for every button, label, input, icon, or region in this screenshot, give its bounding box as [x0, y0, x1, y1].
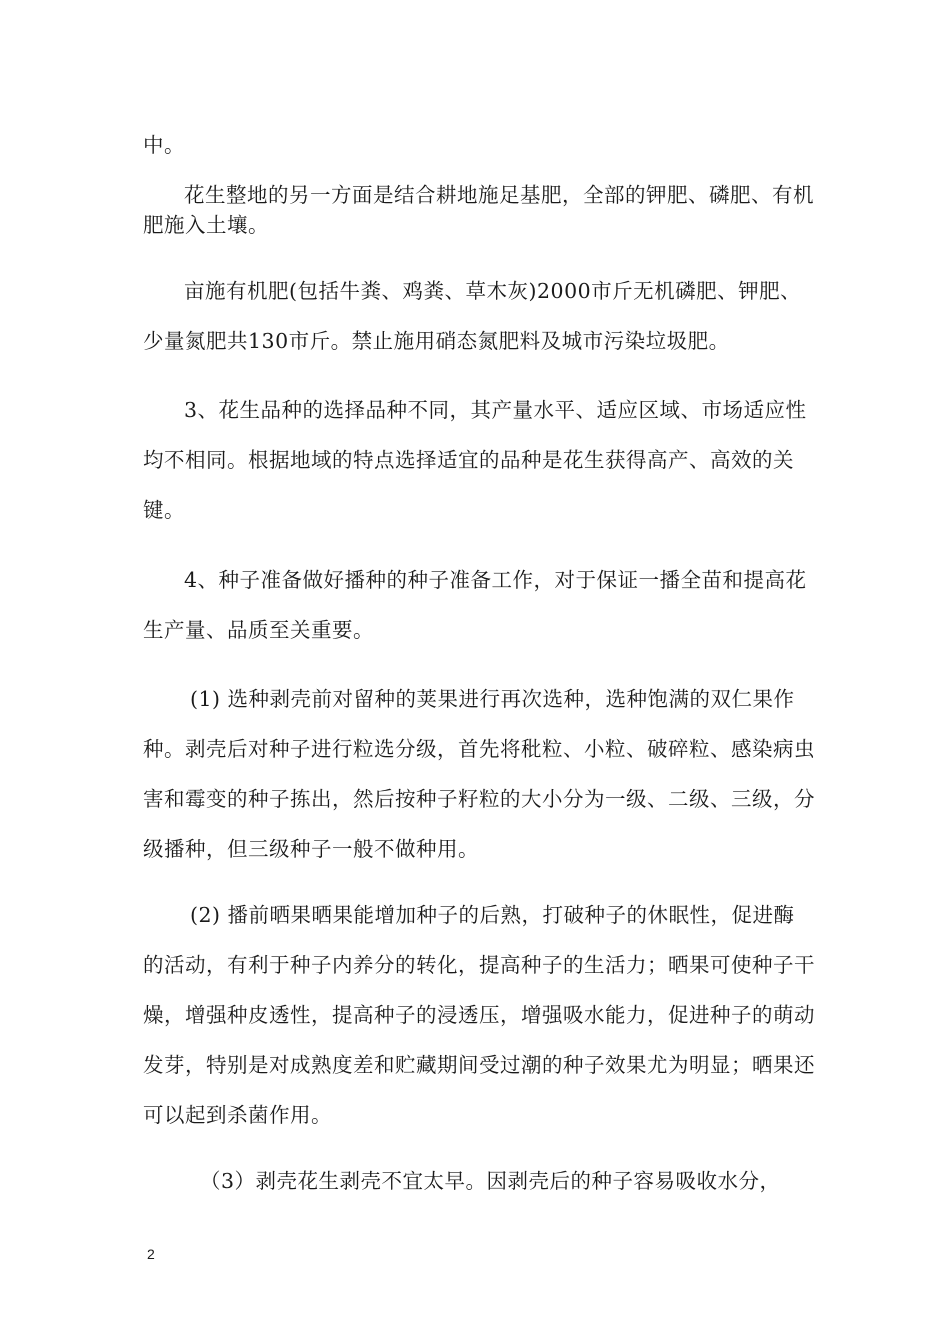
page-number: 2 — [147, 1246, 155, 1262]
paragraph-organic-fertilizer: 亩施有机肥(包括牛粪、鸡粪、草木灰)2000市斤无机磷肥、钾肥、少量氮肥共130市斤。禁止施用硝态氮肥料及城市污染垃圾肥。 — [143, 279, 802, 353]
paragraph-continuation: 中。 — [143, 133, 185, 157]
paragraph-base-fertilizer: 花生整地的另一方面是结合耕地施足基肥，全部的钾肥、磷肥、有机肥施入土壤。 — [143, 183, 814, 237]
paragraph-sun-drying: (2) 播前晒果晒果能增加种子的后熟，打破种子的休眠性，促进酶的活动，有利于种子内养分的转化，提高种子的生活力；晒果可使种子干燥，增强种皮透性，提高种子的浸透压，增强吸水能力，促进种子的萌动发芽，特别是对成熟度差和贮藏期间受过潮的种子效果尤为明显；晒果还可以起到杀菌作用。 — [143, 903, 815, 1127]
paragraph-seed-preparation: 4、种子准备做好播种的种子准备工作，对于保证一播全苗和提高花生产量、品质至关重要。 — [143, 568, 807, 642]
paragraph-seed-selection: (1) 选种剥壳前对留种的荚果进行再次选种，选种饱满的双仁果作种。剥壳后对种子进行粒选分级，首先将秕粒、小粒、破碎粒、感染病虫害和霉变的种子拣出，然后按种子籽粒的大小分为一级、二级、三级，分级播种，但三级种子一般不做种用。 — [143, 687, 815, 861]
paragraph-variety-selection: 3、花生品种的选择品种不同，其产量水平、适应区域、市场适应性均不相同。根据地域的特点选择适宜的品种是花生获得高产、高效的关键。 — [143, 398, 807, 522]
paragraph-shelling: （3）剥壳花生剥壳不宜太早。因剥壳后的种子容易吸收水分， — [200, 1169, 781, 1193]
